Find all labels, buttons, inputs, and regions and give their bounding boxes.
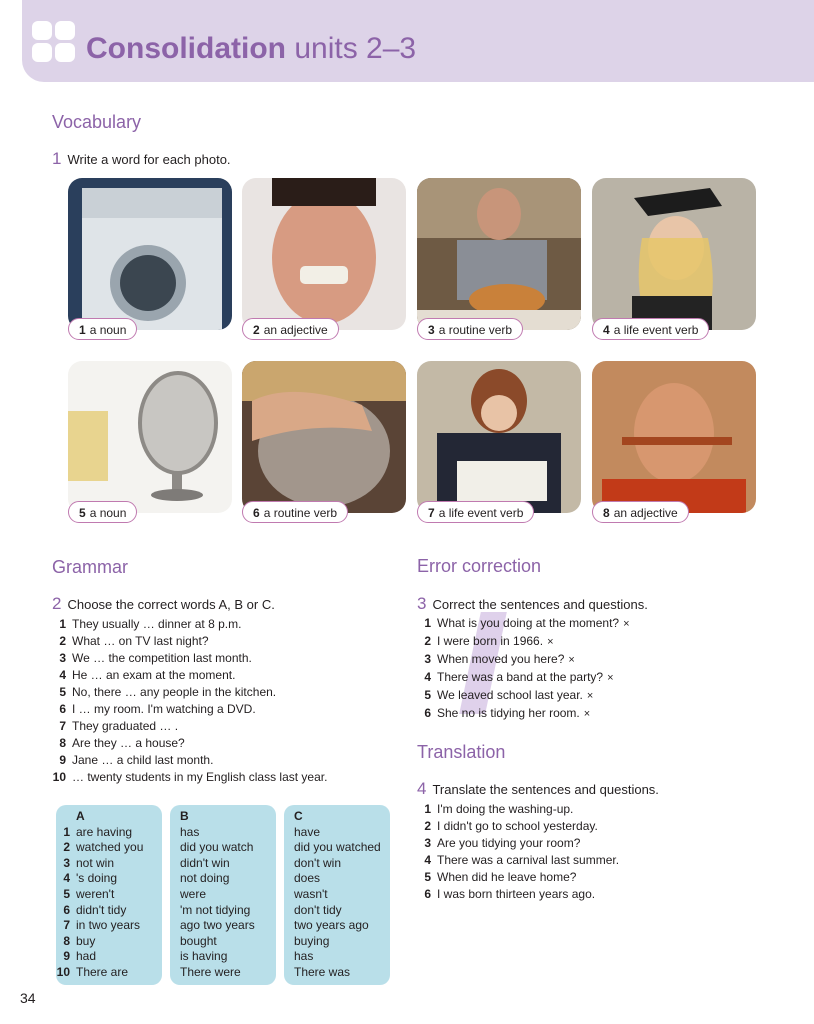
photo-washing-machine [68,178,232,330]
answer-column-a: A 1 are having 2 watched you 3 not win 4 's doing 5 weren't 6 didn't tidy 7 in two years 8 buy 9 had 10 There are [56,805,162,985]
list-item: 7 They graduated … . [59,719,179,733]
photo-label-4: 4 a life event verb [592,318,709,340]
answer-column-c: C have did you watched don't win does wasn't don't tidy two years ago buying has There was [284,805,390,985]
photo-angry-man [242,178,406,330]
exercise-2-instruction: 2 Choose the correct words A, B or C. [52,594,275,613]
list-item: 10 … twenty students in my English class last year. [52,770,328,784]
cross-icon: × [568,654,575,666]
list-item: 2 I didn't go to school yesterday. [424,819,598,833]
grammar-item-list [52,616,327,786]
page-number: 34 [20,990,36,1006]
list-item: 4 There was a carnival last summer. [424,853,620,867]
list-item: 9 Jane … a child last month. [59,753,214,767]
photo-washing-pan [242,361,406,513]
photo-mirror [68,361,232,513]
photo-label-2: 2 an adjective [242,318,339,340]
answer-column-b: B has did you watch didn't win not doing were 'm not tidying ago two years bought is having There were [170,805,276,985]
exercise-4-instruction: 4 Translate the sentences and questions. [417,779,659,798]
page-title: Consolidation units 2–3 [86,32,417,65]
list-item: 6 She no is tidying her room. × [424,706,591,720]
list-item: 3 When moved you here? × [424,652,575,666]
units-logo-icon [32,21,76,63]
photo-man-kebab [592,361,756,513]
list-item: 6 I was born thirteen years ago. [424,887,596,901]
photo-label-3: 3 a routine verb [417,318,523,340]
photo-girl-writing [417,361,581,513]
list-item: 4 There was a band at the party? × [424,670,614,684]
list-item: 3 We … the competition last month. [59,651,252,665]
cross-icon: × [607,672,614,684]
list-item: 5 When did he leave home? [424,870,577,884]
photo-label-1: 1 a noun [68,318,137,340]
photo-graduate [592,178,756,330]
grammar-heading: Grammar [52,557,128,577]
list-item: 5 We leaved school last year. × [424,688,594,702]
photo-label-7: 7 a life event verb [417,501,534,523]
translation-heading: Translation [417,742,506,762]
list-item: 1 What is you doing at the moment? × [424,616,630,630]
photo-label-6: 6 a routine verb [242,501,348,523]
list-item: 2 What … on TV last night? [59,634,209,648]
photo-man-eating [417,178,581,330]
list-item: 4 He … an exam at the moment. [59,668,236,682]
error-correction-heading: Error correction [417,556,542,576]
cross-icon: × [547,636,554,648]
list-item: 2 I were born in 1966. × [424,634,554,648]
cross-icon: × [623,618,630,630]
list-item: 3 Are you tidying your room? [424,836,581,850]
error-item-list [417,615,630,723]
photo-label-5: 5 a noun [68,501,137,523]
cross-icon: × [586,690,594,702]
list-item: 8 Are they … a house? [59,736,185,750]
translation-item-list [417,801,619,903]
list-item: 1 I'm doing the washing-up. [424,802,574,816]
exercise-3-instruction: 3 Correct the sentences and questions. [417,594,648,613]
list-item: 6 I … my room. I'm watching a DVD. [59,702,256,716]
list-item: 5 No, there … any people in the kitchen. [59,685,277,699]
exercise-1-instruction: 1 Write a word for each photo. [52,149,231,168]
vocabulary-heading: Vocabulary [52,112,142,132]
photo-label-8: 8 an adjective [592,501,689,523]
cross-icon: × [583,708,591,720]
list-item: 1 They usually … dinner at 8 p.m. [59,617,242,631]
